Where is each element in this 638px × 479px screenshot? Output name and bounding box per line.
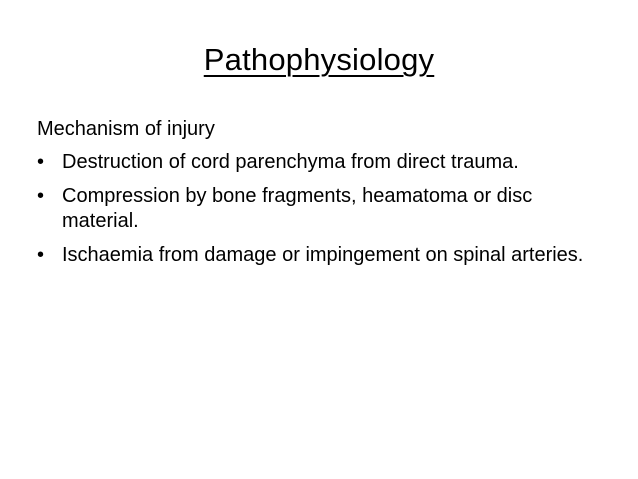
- bullet-text: Compression by bone fragments, heamatoma or disc material.: [62, 185, 533, 232]
- intro-text: Mechanism of injury: [37, 118, 215, 140]
- bullet-text: Destruction of cord parenchyma from direct trauma.: [62, 151, 519, 173]
- slide-body: [37, 117, 607, 277]
- bullet-item: [37, 150, 607, 175]
- bullet-icon: •: [37, 244, 45, 266]
- bullet-item: [37, 184, 607, 234]
- bullet-item: [37, 243, 607, 268]
- bullet-list: [37, 150, 607, 268]
- slide-title-text: Pathophysiology: [203, 42, 435, 77]
- slide-title: [0, 40, 638, 80]
- bullet-icon: •: [37, 185, 45, 207]
- bullet-icon: •: [37, 151, 45, 173]
- bullet-text: Ischaemia from damage or impingement on spinal arteries.: [62, 244, 584, 266]
